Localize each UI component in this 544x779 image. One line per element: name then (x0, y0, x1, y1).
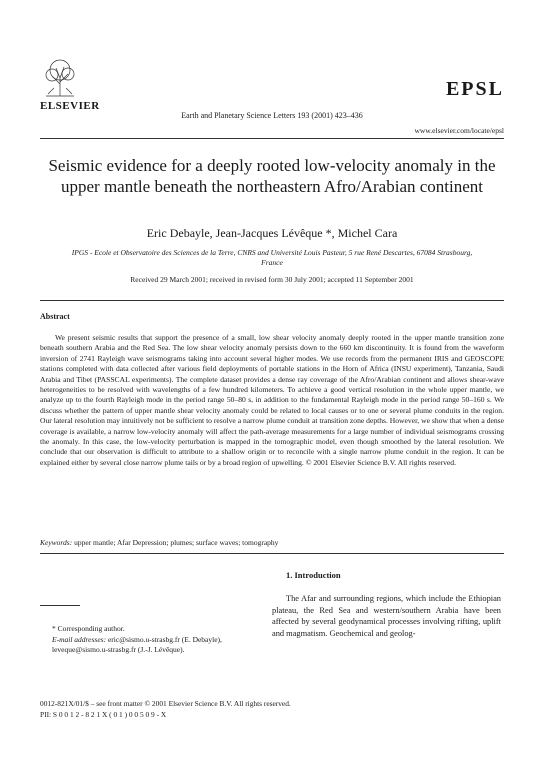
article-authors: Eric Debayle, Jean-Jacques Lévêque *, Michel Cara (146, 226, 398, 240)
elsevier-tree-logo (40, 58, 80, 98)
keywords-list: upper mantle; Afar Depression; plumes; surface waves; tomography (74, 538, 279, 547)
abstract-text: We present seismic results that support the presence of a small, low shear velocity anomaly deeply rooted in the upper mantle transition zone beneath southern Arabia and the Red Sea. The low shear velocity anomaly persists down to the 660 km discontinuity. It is found from the waveform inversion of 2741 Rayleigh wave seismograms taking into account several higher modes. We use records from the permanent IRIS and GEOSCOPE stations completed with data collected after various field deployments of portable stations in the Horn of Africa (INSU experiment), Tanzania, Saudi Arabia and Tibet (PASSCAL experiments). The complete dataset provides a dense ray coverage of the Afro/Arabian continent and allows shear-wave heterogeneities to be resolved with wavelengths of a few hundred kilometers. To achieve a good vertical resolution in the whole upper mantle, we analyze up to the fourth Rayleigh mode in the period range 50–80 s, in addition to the fundamental Rayleigh mode in the period range 50–160 s. We discuss whether the pattern of upper mantle shear velocity anomaly could be related to local causes or to one or several plume conduits in the region. Our lateral resolution may intuitively not be sufficient to resolve a narrow plume conduit at transition zone depths. However, we show that when a dense coverage is available, a narrow low-velocity anomaly will affect the path-average measurements for a large number of individual seismograms crossing the anomaly. In this case, the low-velocity perturbation is mapped in the tomographic model, even though smoothed by the lateral resolution. We conclude that our observation is difficult to attribute to a shallow origin or to reconcile with a single narrow plume conduit in the region. It can be explained either by several close narrow plume tails or by a broad region of upwelling. © 2001 Elsevier Science B.V. All rights reserved. (40, 333, 504, 467)
introduction-text: The Afar and surrounding regions, which include the Ethiopian plateau, the Red Sea and western/southern Arabia have been affected by several geodynamical processes involving rifting, uplift and magmatism. Geochemical and geolog- (272, 594, 501, 638)
article-dates: Received 29 March 2001; received in revised form 30 July 2001; accepted 11 September 2001 (130, 275, 414, 284)
keywords-line (40, 538, 278, 547)
journal-logo: EPSL (445, 78, 504, 100)
abstract-bottom-rule (40, 553, 504, 554)
footnote-rule (40, 605, 80, 606)
journal-citation: Earth and Planetary Science Letters 193 (2001) 423–436 (181, 111, 363, 120)
article-title: Seismic evidence for a deeply rooted low-velocity anomaly in the upper mantle beneath the northeastern Afro/Arabian continent (48, 156, 496, 196)
header-rule (40, 138, 504, 139)
email-text: eric@sismo.u-strasbg.fr (E. Debayle), leveque@sismo.u-strasbg.fr (J.-J. Lévêque). (52, 634, 222, 654)
publisher-name: ELSEVIER (40, 100, 100, 112)
abstract-heading: Abstract (40, 312, 70, 321)
footnote (40, 624, 265, 656)
author-affiliation: IPGS - Ecole et Observatoire des Sciences de la Terre, CNRS and Université Louis Pasteur, 5 rue René Descartes, 67084 Strasbourg, France (71, 248, 473, 267)
pii-line: PII: S 0 0 1 2 - 8 2 1 X ( 0 1 ) 0 0 5 0 9 - X (40, 710, 167, 719)
keywords-label: Keywords: (40, 538, 73, 547)
email-label: E-mail addresses: (52, 634, 107, 644)
email-addresses (40, 635, 265, 656)
introduction-heading: 1. Introduction (286, 570, 341, 580)
corresponding-author-note: * Corresponding author. (52, 624, 125, 633)
abstract-top-rule (40, 300, 504, 301)
journal-url[interactable]: www.elsevier.com/locate/epsl (414, 126, 504, 135)
issn-line: 0012-821X/01/$ – see front matter © 2001 Elsevier Science B.V. All rights reserved. (40, 699, 291, 708)
front-matter (40, 698, 291, 720)
